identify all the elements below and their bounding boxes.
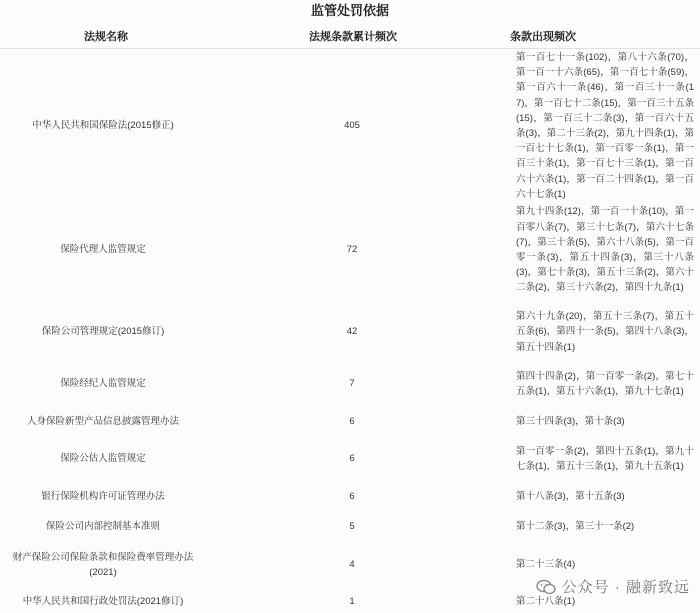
cumulative-count-cell: 72 [346,244,358,256]
table-row [0,51,700,200]
wechat-public-account-icon [536,579,556,595]
table-row [0,413,700,431]
regulation-name-cell: 中华人民共和国保险法(2015修正) [32,120,174,132]
column-header-regulation-name: 法规名称 [84,31,128,43]
cumulative-count-cell: 405 [344,120,360,132]
regulation-name-cell: 人身保险新型产品信息披露管理办法 [26,416,179,428]
article-frequency-cell: 第四十四条(2)，第一百零一条(2)，第七十五条(1)，第五十六条(1)，第九十七条(1) [516,370,694,397]
table-row [0,518,700,536]
article-frequency-cell: 第二十八条(1) [516,596,576,608]
table-row [0,443,700,475]
regulation-name-cell: 保险经纪人监管规定 [60,378,146,390]
regulation-name-cell: 保险公估人监管规定 [60,453,146,465]
article-frequency-cell: 第一百零一条(2)，第四十五条(1)，第九十七条(1)，第五十三条(1)，第九十五条(1) [516,445,694,472]
regulation-name-cell: 保险公司管理规定(2015修订) [41,326,165,338]
table-row [0,203,700,297]
watermark [536,576,690,597]
article-frequency-cell: 第九十四条(12)，第一百一十条(10)，第一百零八条(7)，第三十七条(7)，第六十七条(7)，第三十条(5)，第六十八条(5)，第一百零一条(3)，第五十四条(3)，第三十八条(3)，第七十条(3)，第五十三条(2)，第六十二条(2)，第三十六条(2)，第四十九条(1) [516,206,694,294]
article-frequency-cell: 第十二条(3)，第三十一条(2) [516,521,635,533]
cumulative-count-cell: 7 [349,378,355,390]
article-frequency-cell: 第三十四条(3)，第十条(3) [516,416,625,428]
cumulative-count-cell: 1 [349,596,355,608]
table-title: 监管处罚依据 [310,3,389,18]
cumulative-count-cell: 6 [349,453,355,465]
cumulative-count-cell: 5 [349,521,355,533]
cumulative-count-cell: 6 [349,491,355,503]
cumulative-count-cell: 6 [349,416,355,428]
header-divider [0,48,700,49]
column-header-article-frequency: 条款出现频次 [510,31,576,43]
article-frequency-cell: 第六十九条(20)，第五十三条(7)，第五十五条(6)，第四十一条(5)，第四十八条(3)，第五十四条(1) [516,311,694,353]
table-row [0,368,700,400]
cumulative-count-cell: 4 [349,559,355,571]
cumulative-count-cell: 42 [346,326,358,338]
article-frequency-cell: 第一百七十一条(102)，第八十六条(70)，第一百一十六条(65)，第一百七十条(59)，第一百六十一条(46)，第一百三十一条(17)，第一百七十二条(15)，第一百三十五条(15)，第一百三十二条(3)，第一百六十五条(3)，第二十三条(2)，第九十四条(1)，第一百七十七条(1)，第一百零一条(1)，第一百三十条(1)，第一百七十三条(1)，第一百六十六条(1)，第一百二十四条(1)，第一百六十七条(1) [516,51,694,200]
article-frequency-cell: 第十八条(3)，第十五条(3) [516,491,625,503]
regulation-name-cell: 保险代理人监管规定 [60,244,146,256]
watermark-label: 公众号 · 融新致远 [561,579,690,596]
regulation-name-cell: 财产保险公司保险条款和保险费率管理办法(2021) [12,551,194,578]
column-header-cumulative-count: 法规条款累计频次 [309,31,397,43]
regulation-name-cell: 中华人民共和国行政处罚法(2021修订) [22,596,184,608]
regulation-name-cell: 银行保险机构许可证管理办法 [41,491,165,503]
regulation-name-cell: 保险公司内部控制基本准则 [45,521,160,533]
table-row [0,308,700,356]
table-row [0,488,700,506]
article-frequency-cell: 第二十三条(4) [516,559,576,571]
